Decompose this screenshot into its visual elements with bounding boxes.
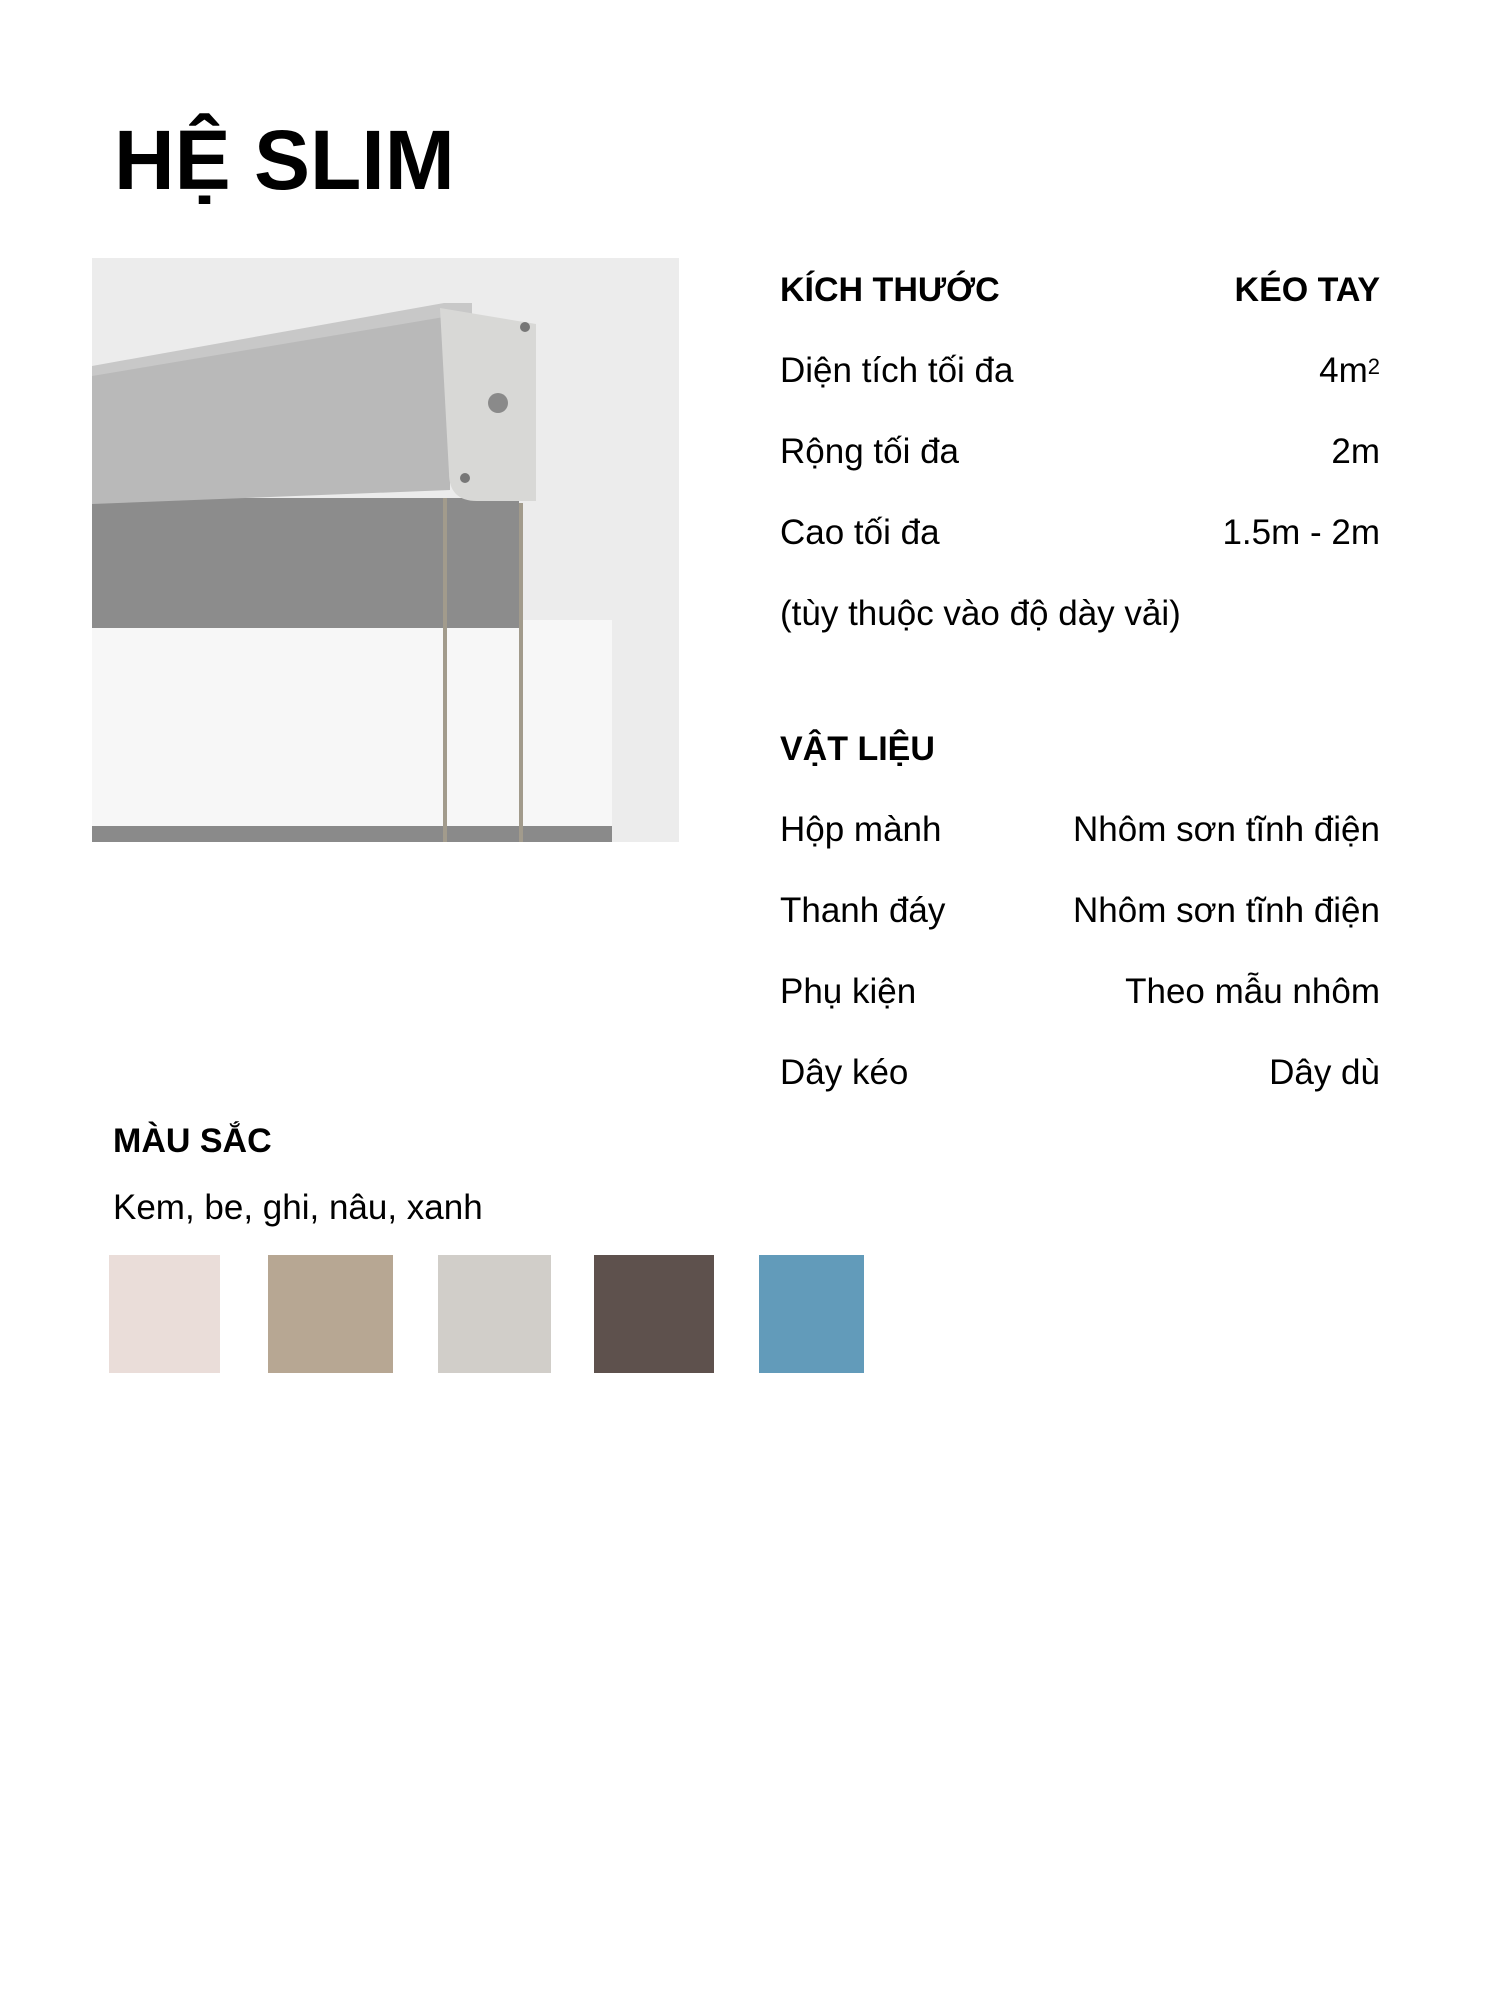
size-heading: KÍCH THƯỚC [780,271,1000,309]
spec-value: 1.5m - 2m [1222,513,1380,552]
spec-label: Diện tích tối đa [780,351,1014,390]
spec-label: Cao tối đa [780,513,940,552]
spec-label: Rộng tối đa [780,432,960,471]
spec-value-text: 4m [1319,351,1368,390]
material-value: Theo mẫu nhôm [1125,972,1380,1011]
color-description: Kem, be, ghi, nâu, xanh [113,1188,483,1227]
spec-row-max-area [780,351,1380,391]
spec-value: 2m [1331,432,1380,471]
size-header-row [780,270,1380,310]
color-heading: MÀU SẮC [113,1122,272,1160]
spec-row-max-height [780,513,1380,553]
roller-blind-illustration [92,258,679,842]
swatch-kem [109,1255,220,1373]
material-value: Nhôm sơn tĩnh điện [1072,891,1380,930]
note-text: (tùy thuộc vào độ dày vải) [780,594,1181,633]
spec-row-max-width [780,432,1380,472]
material-header-row [780,729,1380,769]
swatch-xanh [759,1255,864,1373]
superscript: 2 [1367,354,1380,379]
material-label: Phụ kiện [780,972,917,1011]
material-row [780,891,1380,931]
operation-mode: KÉO TAY [1234,271,1380,309]
spec-value [1319,351,1380,391]
material-value: Dây dù [1269,1053,1380,1092]
swatch-be [268,1255,393,1373]
spec-note [780,594,1380,634]
page-title: HỆ SLIM [114,113,455,207]
material-row [780,1053,1380,1093]
product-image [92,258,679,842]
material-label: Hộp mành [780,810,942,849]
material-value: Nhôm sơn tĩnh điện [1072,810,1380,849]
material-label: Dây kéo [780,1053,909,1092]
material-label: Thanh đáy [780,891,946,930]
material-row [780,810,1380,850]
swatch-ghi [438,1255,551,1373]
material-heading: VẬT LIỆU [780,730,935,768]
swatch-nau [594,1255,714,1373]
material-row [780,972,1380,1012]
